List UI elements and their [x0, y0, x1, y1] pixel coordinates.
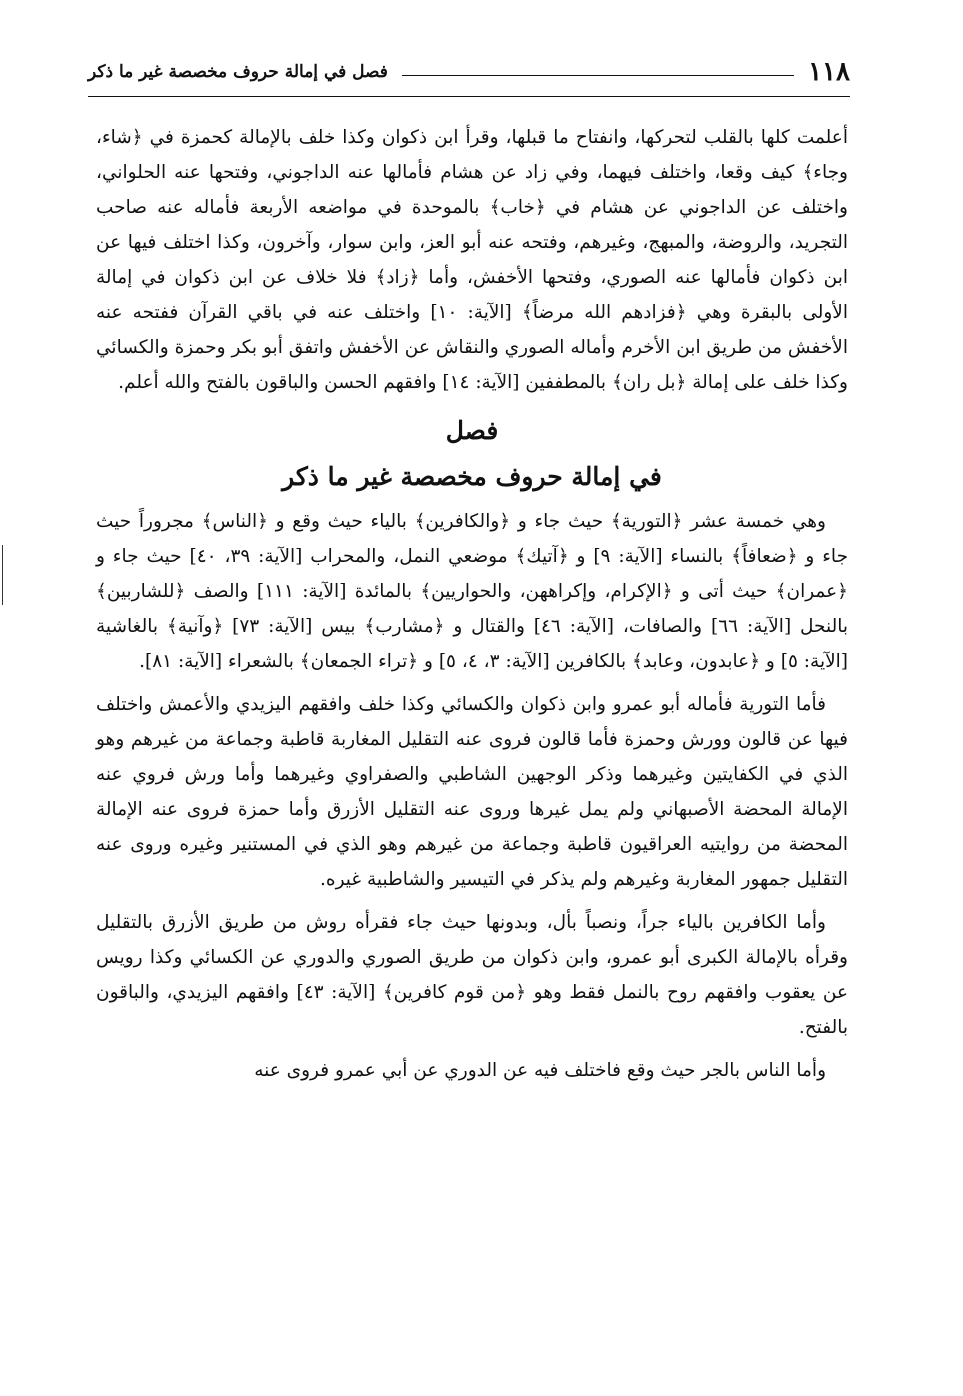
margin-mark — [2, 545, 3, 605]
paragraph-2: وهي خمسة عشر ﴿التورية﴾ حيث جاء و ﴿والكافرين﴾ بالياء حيث وقع و ﴿الناس﴾ مجروراً حيث جاء و ﴿ضعافاً﴾ بالنساء [الآية: ٩] و ﴿آتيك﴾ موضعي النمل، والمحراب [الآية: ٣٩، ٤٠] حيث جاء و ﴿عمران﴾ حيث أتى و ﴿الإكرام، وإكراههن، والحواريين﴾ بالمائدة [الآية: ١١١] والصف ﴿للشاربين﴾ بالنحل [الآية: ٦٦] والصافات، [الآية: ٤٦] والقتال و ﴿مشارب﴾ بيس [الآية: ٧٣] ﴿وآنية﴾ بالغاشية [الآية: ٥] و ﴿عابدون، وعابد﴾ بالكافرين [الآية: ٣، ٤، ٥] و ﴿تراء الجمعان﴾ بالشعراء [الآية: ٨١]. — [96, 511, 849, 672]
paragraph-5: وأما الناس بالجر حيث وقع فاختلف فيه عن الدوري عن أبي عمرو فروى عنه — [254, 1060, 826, 1081]
page-header — [88, 52, 850, 92]
paragraph-4: وأما الكافرين بالياء جراً، ونصباً بأل، وبدونها حيث جاء فقرأه روش من طريق الأزرق بالتقليل وقرأه بالإمالة الكبرى أبو عمرو، وابن ذكوان من طريق الصوري والدوري عن الكسائي وكذا رويس عن يعقوب وافقهم روح بالنمل فقط وهو ﴿من قوم كافرين﴾ [الآية: ٤٣] وافقهم اليزيدي، والباقون بالفتح. — [96, 912, 848, 1038]
paragraph-3: فأما التورية فأماله أبو عمرو وابن ذكوان والكسائي وكذا خلف وافقهم اليزيدي والأعمش واختلف فيها عن قالون وورش وحمزة فأما قالون فروى عنه التقليل المغاربة قاطبة وجماعة من غيرهم وهو الذي في الكفايتين وغيرهما وذكر الوجهين الشاطبي والصفراوي وغيرهما وأما ورش فروي عنه الإمالة المحضة الأصبهاني ولم يمل غيرها وروى عنه التقليل الأزرق وأما حمزة فروى عنه الإمالة المحضة من روايتيه العراقيون قاطبة وجماعة من غيرهم وهو الذي في المستنير وغيره وروى عنه التقليل جمهور المغاربة وغيرهم ولم يذكر في التيسير والشاطبية غيره. — [96, 694, 848, 890]
header-rule — [402, 75, 794, 76]
running-title: فصل في إمالة حروف مخصصة غير ما ذكر — [88, 62, 388, 82]
page-number: ١١٨ — [808, 57, 850, 87]
header-divider — [88, 96, 850, 97]
paragraph-1: أعلمت كلها بالقلب لتحركها، وانفتاح ما قبلها، وقرأ ابن ذكوان وكذا خلف بالإمالة كحمزة في ﴿شاء، وجاء﴾ كيف وقعا، واختلف فيهما، وفي زاد عن هشام فأمالها عنه الداجوني، وفتحها عنه الحلواني، واختلف عن الداجوني عن هشام في ﴿خاب﴾ بالموحدة في مواضعه الأربعة فأماله عنه صاحب التجريد، والروضة، والمبهج، وغيرهم، وفتحه عنه أبو العز، وابن سوار، وآخرون، وكذا اختلف فيها عن ابن ذكوان فأمالها عنه الصوري، وفتحها الأخفش، وأما ﴿زاد﴾ فلا خلاف عن ابن ذكوان في إمالة الأولى بالبقرة وهي ﴿فزادهم الله مرضاً﴾ [الآية: ١٠] واختلف عنه في باقي القرآن ففتحه عنه الأخفش من طريق ابن الأخرم وأماله الصوري والنقاش عن الأخفش واتفق أبو بكر وحمزة والكسائي وكذا خلف على إمالة ﴿بل ران﴾ بالمطففين [الآية: ١٤] وافقهم الحسن والباقون بالفتح والله أعلم. — [96, 127, 848, 393]
section-heading: فصل — [445, 416, 499, 445]
section-subheading: في إمالة حروف مخصصة غير ما ذكر — [282, 462, 662, 491]
page-body — [96, 120, 848, 1096]
